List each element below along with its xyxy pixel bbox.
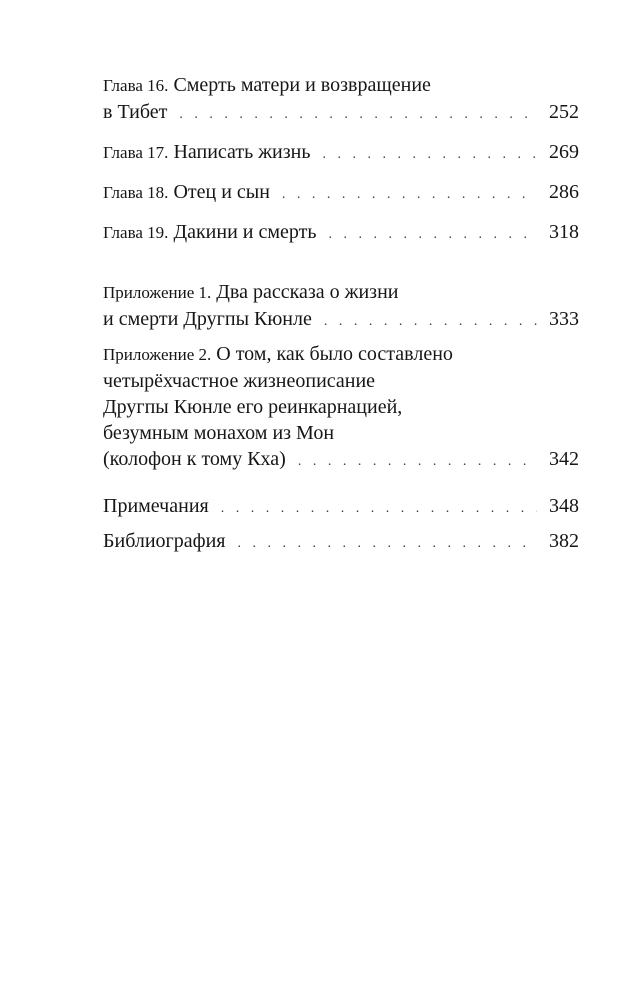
appendix-title-cont: (колофон к тому Кха)	[103, 448, 286, 470]
dot-leader	[298, 449, 537, 475]
toc-entry-appendix-2[interactable]	[103, 341, 579, 475]
chapter-label: Глава 19.	[103, 223, 169, 242]
page-number: 269	[549, 141, 579, 163]
dot-leader	[329, 222, 538, 248]
appendix-title-cont: четырёхчастное жизнеописание	[103, 370, 376, 392]
toc-entry-last-line	[103, 446, 579, 475]
appendix-title-cont: Другпы Кюнле его реинкарнацией,	[103, 396, 403, 418]
dot-leader	[324, 309, 537, 335]
table-of-contents	[103, 72, 579, 557]
appendix-title-cont: безумным монахом из Мон	[103, 422, 335, 444]
toc-entry-last-line	[103, 493, 579, 522]
toc-entry-line	[103, 279, 579, 306]
chapter-heading	[103, 179, 270, 206]
toc-entry-line	[103, 72, 579, 99]
chapter-label: Глава 16.	[103, 76, 169, 95]
chapter-label: Глава 17.	[103, 143, 169, 162]
toc-entry-last-line	[103, 528, 579, 557]
chapter-heading	[103, 219, 317, 246]
chapter-label: Глава 18.	[103, 183, 169, 202]
page-number: 286	[549, 181, 579, 203]
dot-leader	[238, 531, 538, 557]
toc-entry-last-line	[103, 99, 579, 128]
appendix-title-cont: и смерти Другпы Кюнле	[103, 308, 312, 330]
dot-leader	[323, 142, 538, 168]
chapter-title: Дакини и смерть	[173, 221, 317, 243]
toc-entry-chapter-18[interactable]	[103, 179, 579, 208]
chapter-title: Отец и сын	[173, 181, 270, 203]
toc-entry-appendix-1[interactable]	[103, 279, 579, 335]
dot-leader	[221, 496, 537, 522]
page-number: 342	[549, 448, 579, 470]
appendix-label: Приложение 2.	[103, 345, 212, 364]
appendix-title: Два рассказа о жизни	[216, 281, 399, 303]
section-title: Библиография	[103, 530, 226, 552]
toc-entry-last-line	[103, 179, 579, 208]
page-number: 318	[549, 221, 579, 243]
page-number: 348	[549, 495, 579, 517]
page-number: 382	[549, 530, 579, 552]
page-number: 333	[549, 308, 579, 330]
toc-entry-last-line	[103, 219, 579, 248]
toc-entry-last-line	[103, 139, 579, 168]
chapter-heading	[103, 139, 311, 166]
toc-entry-bibliography[interactable]	[103, 528, 579, 557]
toc-entry-line	[103, 341, 579, 368]
toc-entry-chapter-17[interactable]	[103, 139, 579, 168]
dot-leader	[282, 182, 537, 208]
toc-entry-chapter-16[interactable]	[103, 72, 579, 128]
page-number: 252	[549, 101, 579, 123]
section-title: Примечания	[103, 495, 209, 517]
appendix-title: О том, как было составлено	[216, 343, 453, 365]
appendix-label: Приложение 1.	[103, 283, 212, 302]
chapter-title: Написать жизнь	[173, 141, 311, 163]
toc-entry-chapter-19[interactable]	[103, 219, 579, 248]
toc-entry-last-line	[103, 306, 579, 335]
chapter-title-cont: в Тибет	[103, 101, 168, 123]
chapter-title: Смерть матери и возвращение	[173, 74, 431, 96]
toc-entry-notes[interactable]	[103, 493, 579, 522]
dot-leader	[179, 102, 537, 128]
